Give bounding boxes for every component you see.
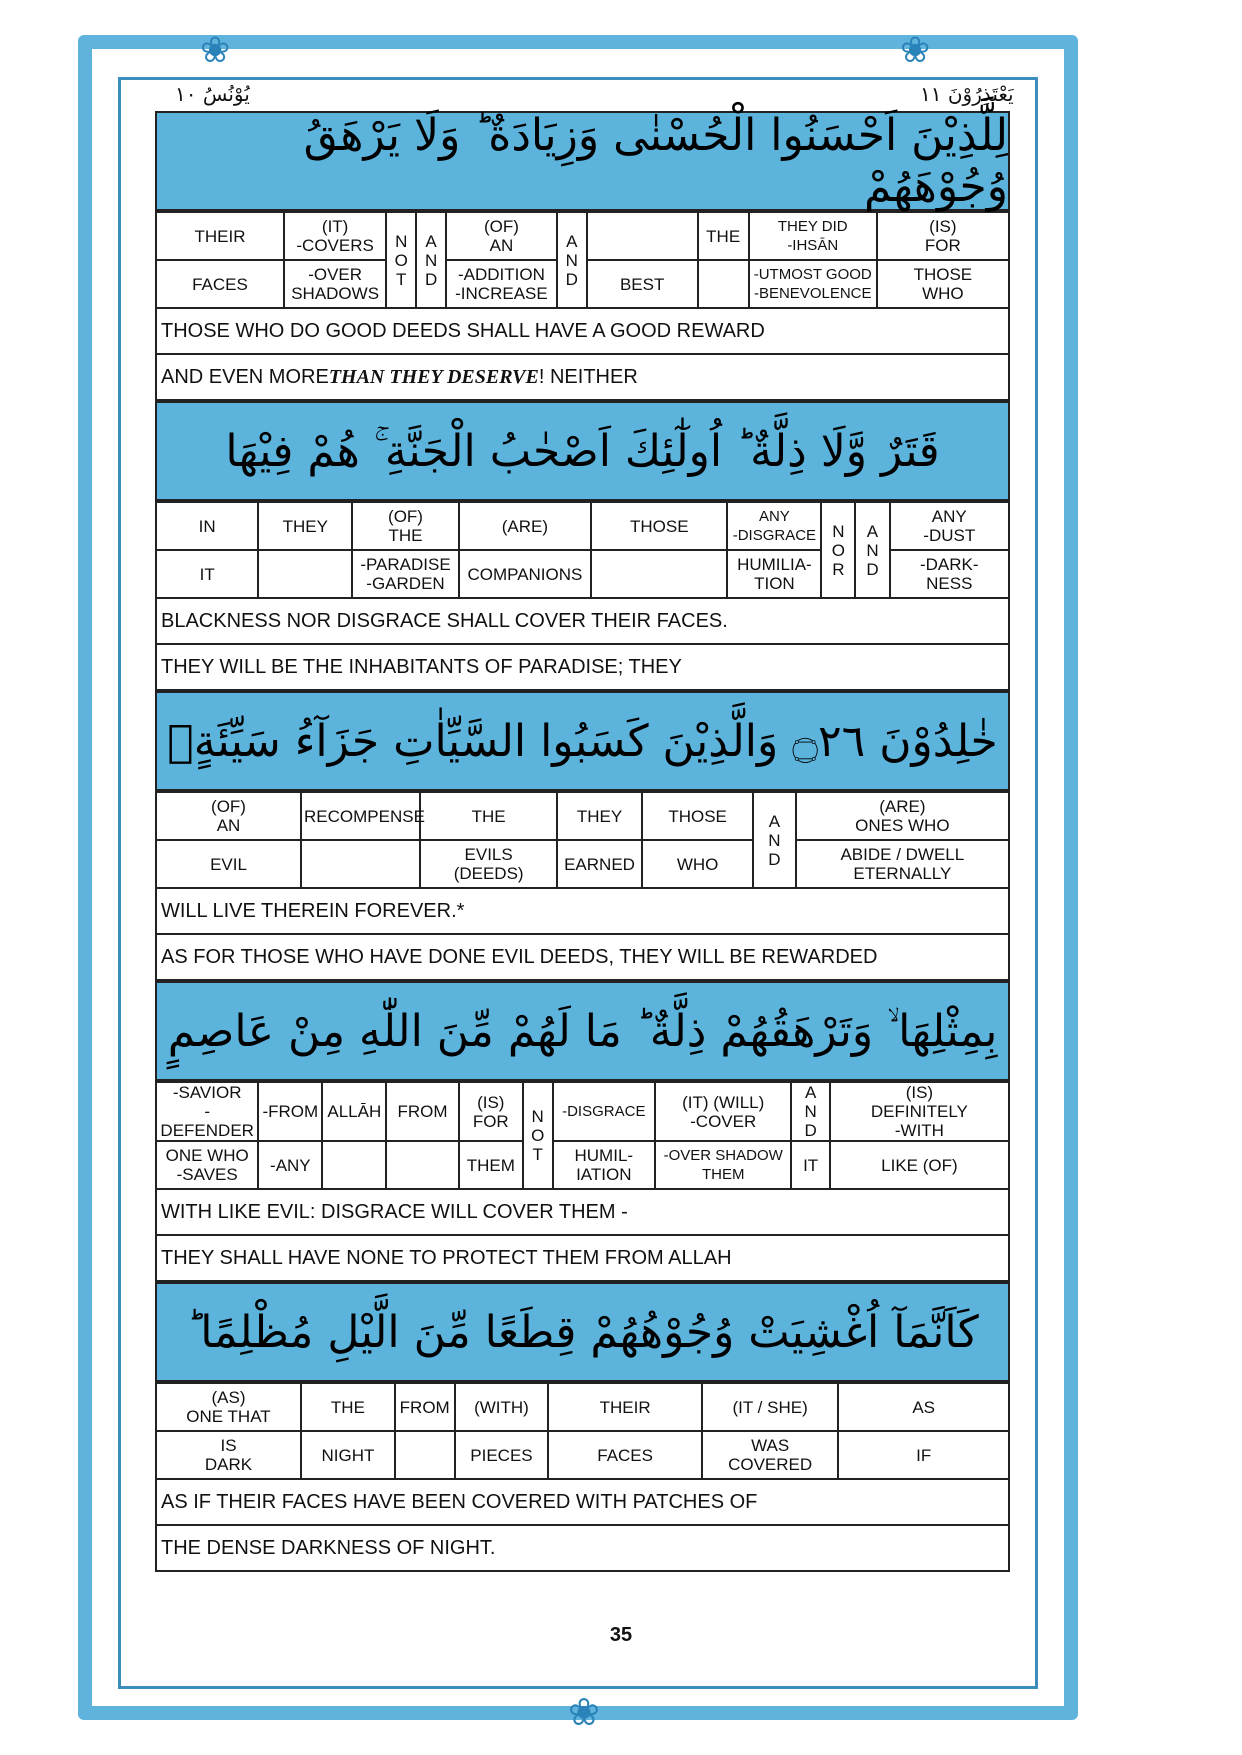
word-bottom: [258, 550, 352, 598]
word-letter: A N D: [557, 212, 587, 308]
translation-line: AND EVEN MORE THAN THEY DESERVE ! NEITHER: [155, 355, 1010, 401]
translation-page: [155, 111, 1010, 1572]
ornament-icon: ❀: [568, 1690, 600, 1734]
word-bottom: [386, 1141, 459, 1189]
word-top: IN: [156, 502, 258, 550]
word-bottom: PIECES: [455, 1431, 549, 1479]
word-letter: N O R: [821, 502, 855, 598]
arabic-verse: لِلَّذِيْنَ اَحْسَنُوا الْحُسْنٰى وَزِيَادَةٌ ؕ وَلَا يَرْهَقُ وُجُوْهَهُمْ: [155, 111, 1010, 211]
word-bottom: HUMILIA- TION: [727, 550, 821, 598]
word-letter: A N D: [791, 1082, 829, 1141]
word-top: FROM: [386, 1082, 459, 1141]
word-bottom: IT: [791, 1141, 829, 1189]
word-bottom: -ANY: [258, 1141, 322, 1189]
word-grid: [155, 1081, 1010, 1190]
arabic-verse: بِمِثْلِهَا ۙ وَتَرْهَقُهُمْ ذِلَّةٌ ؕ مَا لَهُمْ مِّنَ اللّٰهِ مِنْ عَاصِمٍ: [155, 981, 1010, 1081]
word-bottom: WHO: [642, 840, 753, 888]
word-top: -SAVIOR -DEFENDER: [156, 1082, 258, 1141]
word-top: (IS) FOR: [459, 1082, 523, 1141]
word-top: THE: [420, 792, 556, 840]
word-bottom: ABIDE / DWELL ETERNALLY: [796, 840, 1009, 888]
word-bottom: [395, 1431, 455, 1479]
word-bottom: IT: [156, 550, 258, 598]
translation-line: THOSE WHO DO GOOD DEEDS SHALL HAVE A GOOD REWARD: [155, 309, 1010, 355]
word-top: THEY: [557, 792, 642, 840]
word-bottom: [698, 260, 749, 308]
word-letter: N O T: [523, 1082, 553, 1189]
word-top: -FROM: [258, 1082, 322, 1141]
word-top: THEY: [258, 502, 352, 550]
page-number: 35: [609, 1624, 633, 1646]
word-bottom: -PARADISE -GARDEN: [352, 550, 459, 598]
word-bottom: -DARK- NESS: [890, 550, 1009, 598]
word-top: THE: [698, 212, 749, 260]
word-top: (IT / SHE): [702, 1383, 838, 1431]
word-bottom: THEM: [459, 1141, 523, 1189]
word-top: ALLĀH: [322, 1082, 386, 1141]
word-bottom: FACES: [548, 1431, 702, 1479]
word-bottom: EVILS (DEEDS): [420, 840, 556, 888]
word-top: (ARE) ONES WHO: [796, 792, 1009, 840]
word-top: AS: [838, 1383, 1009, 1431]
word-top: (OF) THE: [352, 502, 459, 550]
word-top: (OF) AN: [156, 792, 301, 840]
header-surah-right: يَعْتَذِرُوْنَ ١١: [920, 82, 1014, 106]
translation-line: WILL LIVE THEREIN FOREVER.*: [155, 889, 1010, 935]
word-letter: N O T: [386, 212, 416, 308]
word-bottom: FACES: [156, 260, 284, 308]
word-bottom: IF: [838, 1431, 1009, 1479]
word-bottom: [591, 550, 727, 598]
word-top: ANY -DUST: [890, 502, 1009, 550]
word-top: THE: [301, 1383, 395, 1431]
word-top: (OF) AN: [446, 212, 557, 260]
word-bottom: HUMIL- IATION: [553, 1141, 655, 1189]
arabic-verse: قَتَرٌ وَّلَا ذِلَّةٌ ؕ اُولٰٓئِكَ اَصْحٰبُ الْجَنَّةِ ۚ هُمْ فِيْهَا: [155, 401, 1010, 501]
word-top: FROM: [395, 1383, 455, 1431]
word-grid: [155, 1382, 1010, 1480]
translation-line: BLACKNESS NOR DISGRACE SHALL COVER THEIR FACES.: [155, 599, 1010, 645]
word-top: RECOMPENSE: [301, 792, 420, 840]
word-bottom: EARNED: [557, 840, 642, 888]
word-bottom: ONE WHO -SAVES: [156, 1141, 258, 1189]
word-bottom: BEST: [587, 260, 698, 308]
word-bottom: WAS COVERED: [702, 1431, 838, 1479]
word-letter: A N D: [416, 212, 446, 308]
word-top: (AS) ONE THAT: [156, 1383, 301, 1431]
arabic-verse: كَاَنَّمَآ اُغْشِيَتْ وُجُوْهُهُمْ قِطَعًا مِّنَ الَّيْلِ مُظْلِمًا ؕ: [155, 1282, 1010, 1382]
word-grid: [155, 501, 1010, 599]
translation-line: AS IF THEIR FACES HAVE BEEN COVERED WITH PATCHES OF: [155, 1480, 1010, 1526]
ornament-icon: ❀: [200, 30, 231, 71]
translation-line: THE DENSE DARKNESS OF NIGHT.: [155, 1526, 1010, 1572]
word-top: THEY DID -IHSĀN: [749, 212, 877, 260]
word-top: THOSE: [591, 502, 727, 550]
header-surah-left: يُوْنُسُ ١٠: [175, 82, 250, 106]
word-top: (IT) (WILL) -COVER: [655, 1082, 791, 1141]
arabic-verse: خٰلِدُوْنَ ۝٢٦ وَالَّذِيْنَ كَسَبُوا السَّيِّاٰتِ جَزَآءُ سَيِّئَةٍۭ: [155, 691, 1010, 791]
word-top: -DISGRACE: [553, 1082, 655, 1141]
word-top: (WITH): [455, 1383, 549, 1431]
word-top: [587, 212, 698, 260]
word-grid: [155, 211, 1010, 309]
word-bottom: EVIL: [156, 840, 301, 888]
word-bottom: COMPANIONS: [459, 550, 591, 598]
word-letter: A N D: [855, 502, 889, 598]
translation-line: AS FOR THOSE WHO HAVE DONE EVIL DEEDS, THEY WILL BE REWARDED: [155, 935, 1010, 981]
word-bottom: [301, 840, 420, 888]
word-bottom: THOSE WHO: [877, 260, 1009, 308]
word-top: (ARE): [459, 502, 591, 550]
word-bottom: IS DARK: [156, 1431, 301, 1479]
word-top: (IT) -COVERS: [284, 212, 386, 260]
word-bottom: -ADDITION -INCREASE: [446, 260, 557, 308]
translation-italic: THAN THEY DESERVE: [328, 365, 539, 388]
word-grid: [155, 791, 1010, 889]
word-top: (IS) FOR: [877, 212, 1009, 260]
translation-line: WITH LIKE EVIL: DISGRACE WILL COVER THEM -: [155, 1190, 1010, 1236]
ornament-icon: ❀: [900, 30, 931, 71]
word-top: THEIR: [156, 212, 284, 260]
word-top: ANY -DISGRACE: [727, 502, 821, 550]
word-bottom: -OVER SHADOW THEM: [655, 1141, 791, 1189]
word-bottom: -UTMOST GOOD -BENEVOLENCE: [749, 260, 877, 308]
word-top: THOSE: [642, 792, 753, 840]
word-letter: A N D: [753, 792, 796, 888]
word-bottom: [322, 1141, 386, 1189]
word-top: THEIR: [548, 1383, 702, 1431]
word-top: (IS) DEFINITELY -WITH: [830, 1082, 1009, 1141]
translation-line: THEY WILL BE THE INHABITANTS OF PARADISE; THEY: [155, 645, 1010, 691]
word-bottom: -OVER SHADOWS: [284, 260, 386, 308]
word-bottom: NIGHT: [301, 1431, 395, 1479]
word-bottom: LIKE (OF): [830, 1141, 1009, 1189]
translation-line: THEY SHALL HAVE NONE TO PROTECT THEM FROM ALLAH: [155, 1236, 1010, 1282]
